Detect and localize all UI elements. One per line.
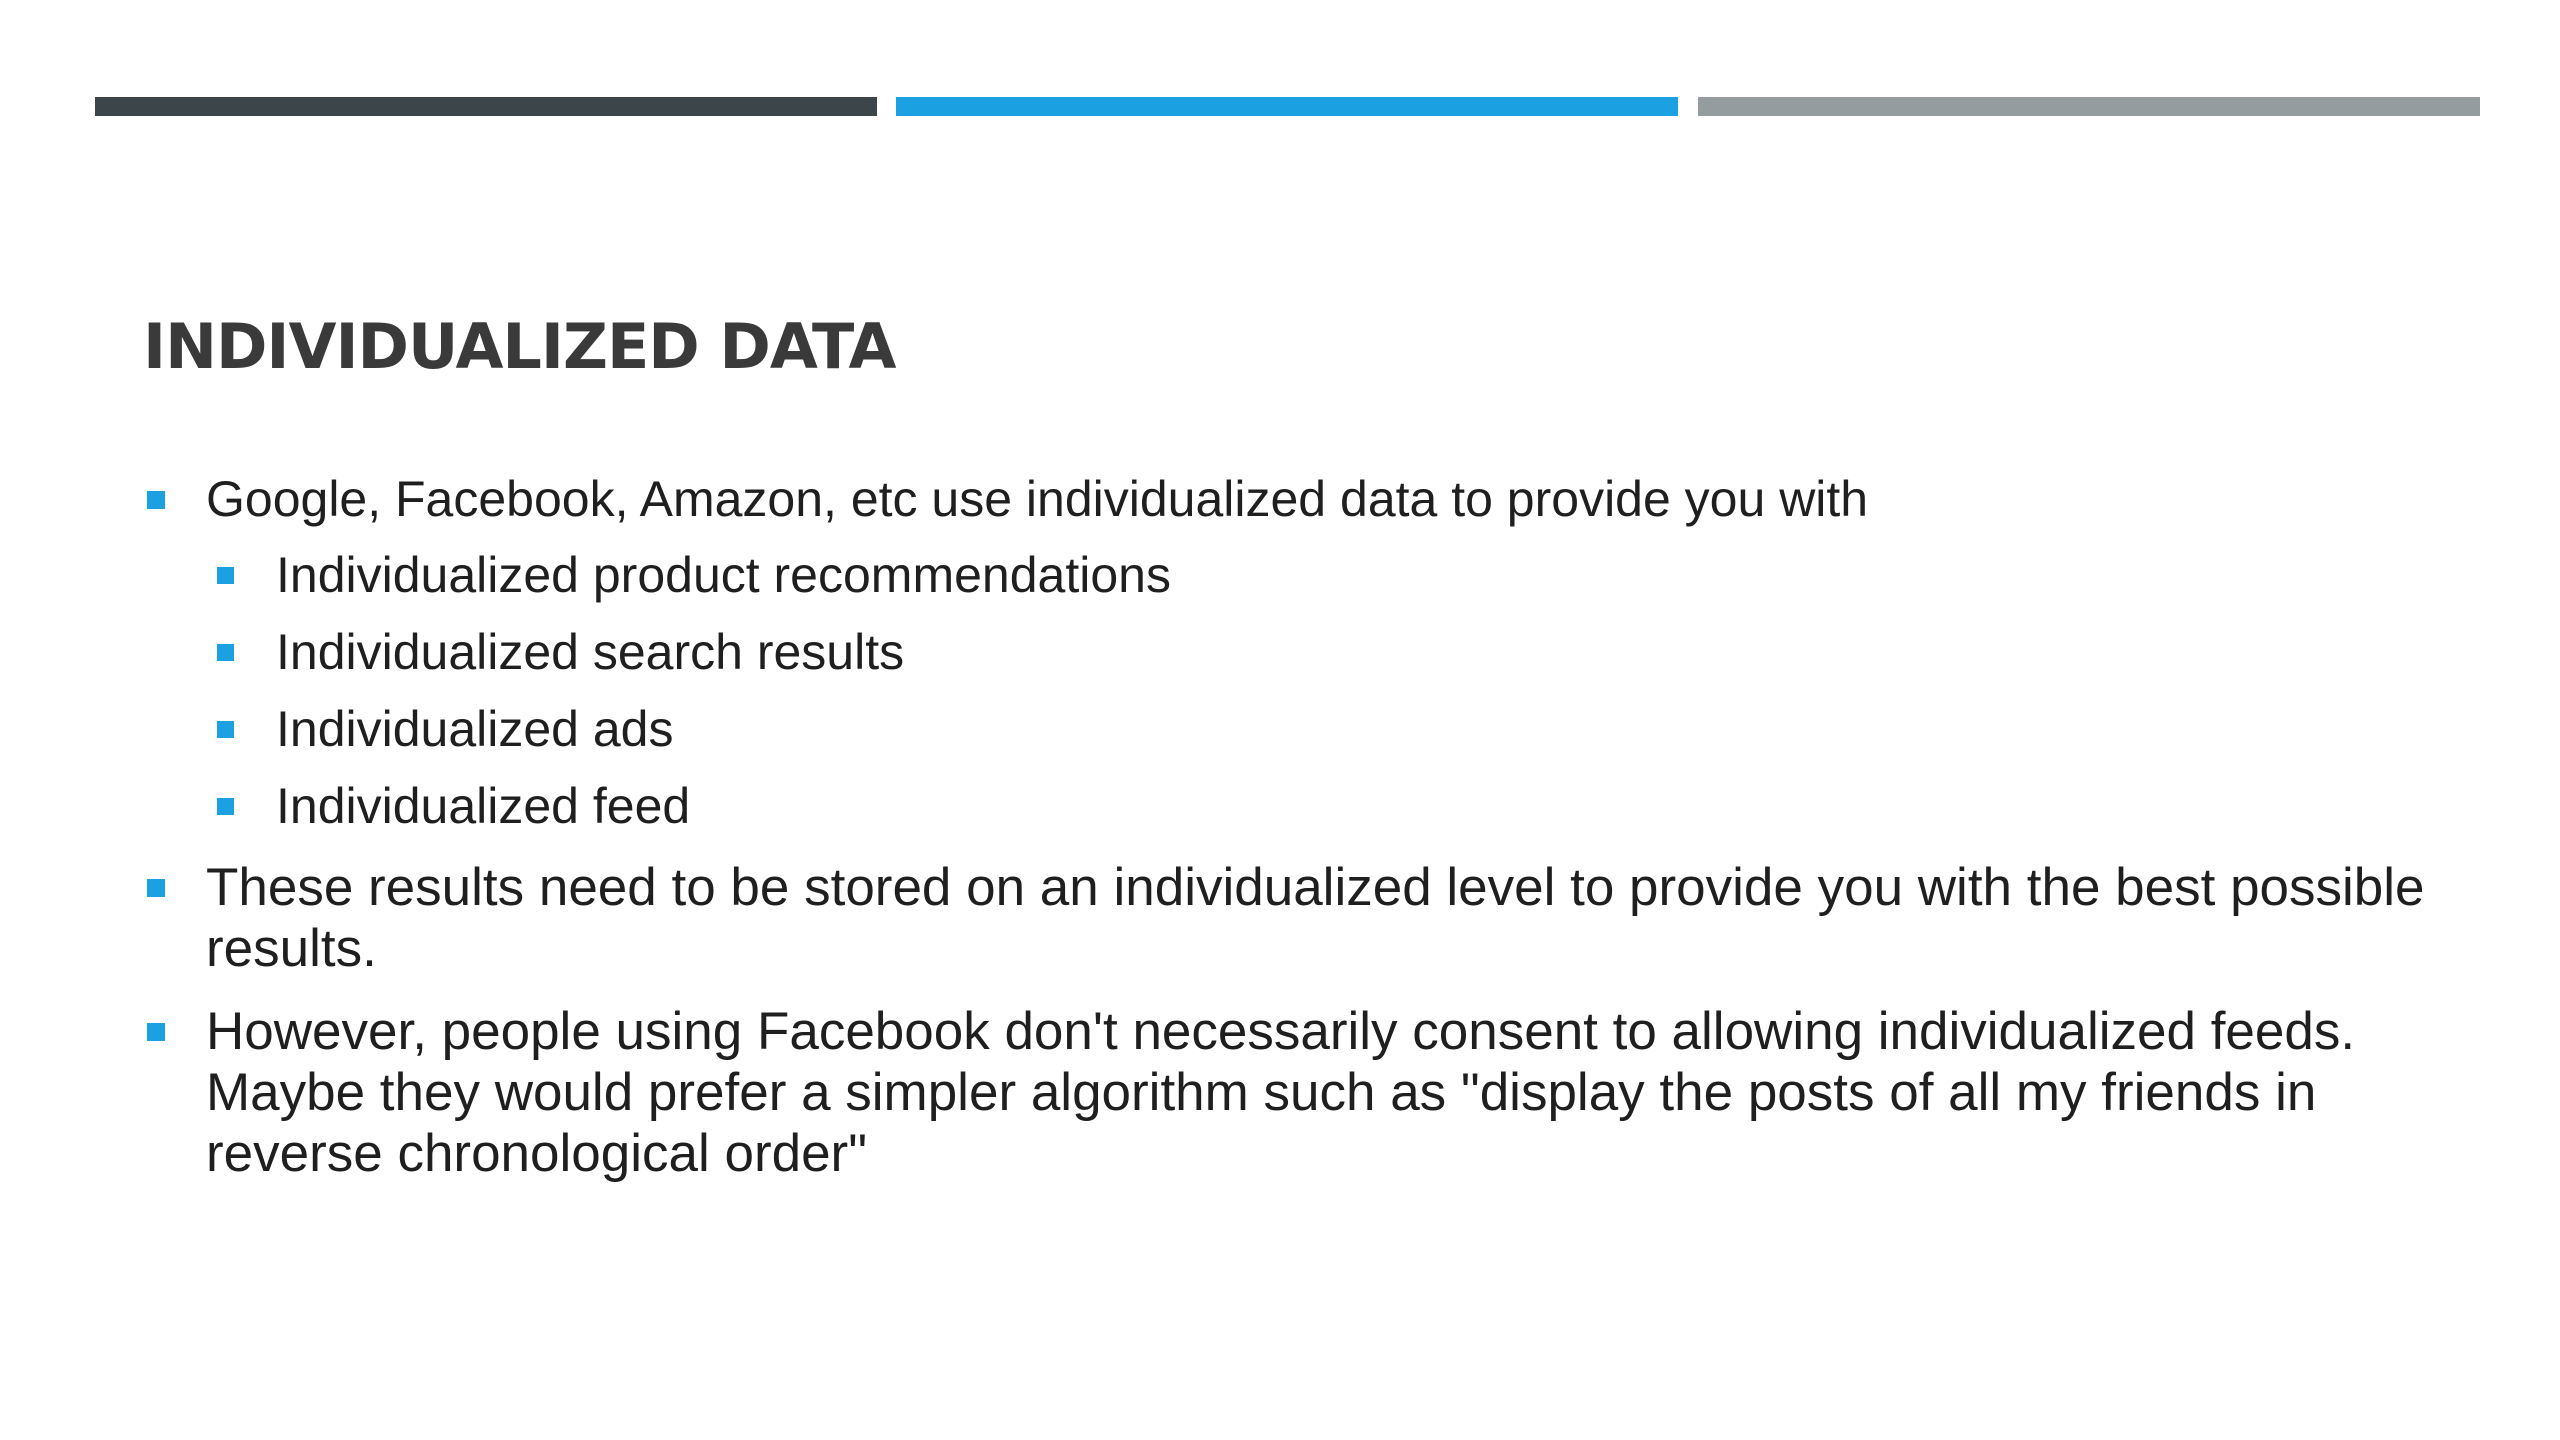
sub-bullet-item xyxy=(140,623,2440,681)
sub-bullet-item xyxy=(140,546,2440,604)
bullet-list xyxy=(140,470,2440,1184)
bullet-text: However, people using Facebook don't necessarily consent to allowing individualized feeds. Maybe they would prefer a simpler algorithm such as "display the posts of all my friends in reverse chronological order" xyxy=(206,1002,2356,1183)
bullet-item xyxy=(140,857,2440,979)
square-bullet-icon xyxy=(147,1023,165,1041)
square-bullet-icon xyxy=(217,798,234,815)
sub-bullet-text: Individualized product recommendations xyxy=(276,547,1171,603)
sub-bullet-item xyxy=(140,777,2440,835)
sub-bullet-item xyxy=(140,700,2440,758)
bullet-text: These results need to be stored on an individualized level to provide you with the best possible results. xyxy=(206,858,2425,978)
square-bullet-icon xyxy=(147,879,165,897)
square-bullet-icon xyxy=(147,491,165,509)
sub-bullet-text: Individualized search results xyxy=(276,624,905,680)
slide-title: INDIVIDUALIZED DATA xyxy=(143,310,896,383)
accent-bar-dark xyxy=(95,97,877,116)
sub-bullet-text: Individualized ads xyxy=(276,701,674,757)
bullet-item xyxy=(140,470,2440,835)
square-bullet-icon xyxy=(217,721,234,738)
accent-bar-gray xyxy=(1698,97,2480,116)
square-bullet-icon xyxy=(217,567,234,584)
bullet-item xyxy=(140,1001,2440,1184)
bullet-text: Google, Facebook, Amazon, etc use individualized data to provide you with xyxy=(206,471,1869,527)
square-bullet-icon xyxy=(217,644,234,661)
sub-bullet-text: Individualized feed xyxy=(276,778,691,834)
sub-bullet-list xyxy=(140,546,2440,835)
accent-bar-blue xyxy=(896,97,1678,116)
